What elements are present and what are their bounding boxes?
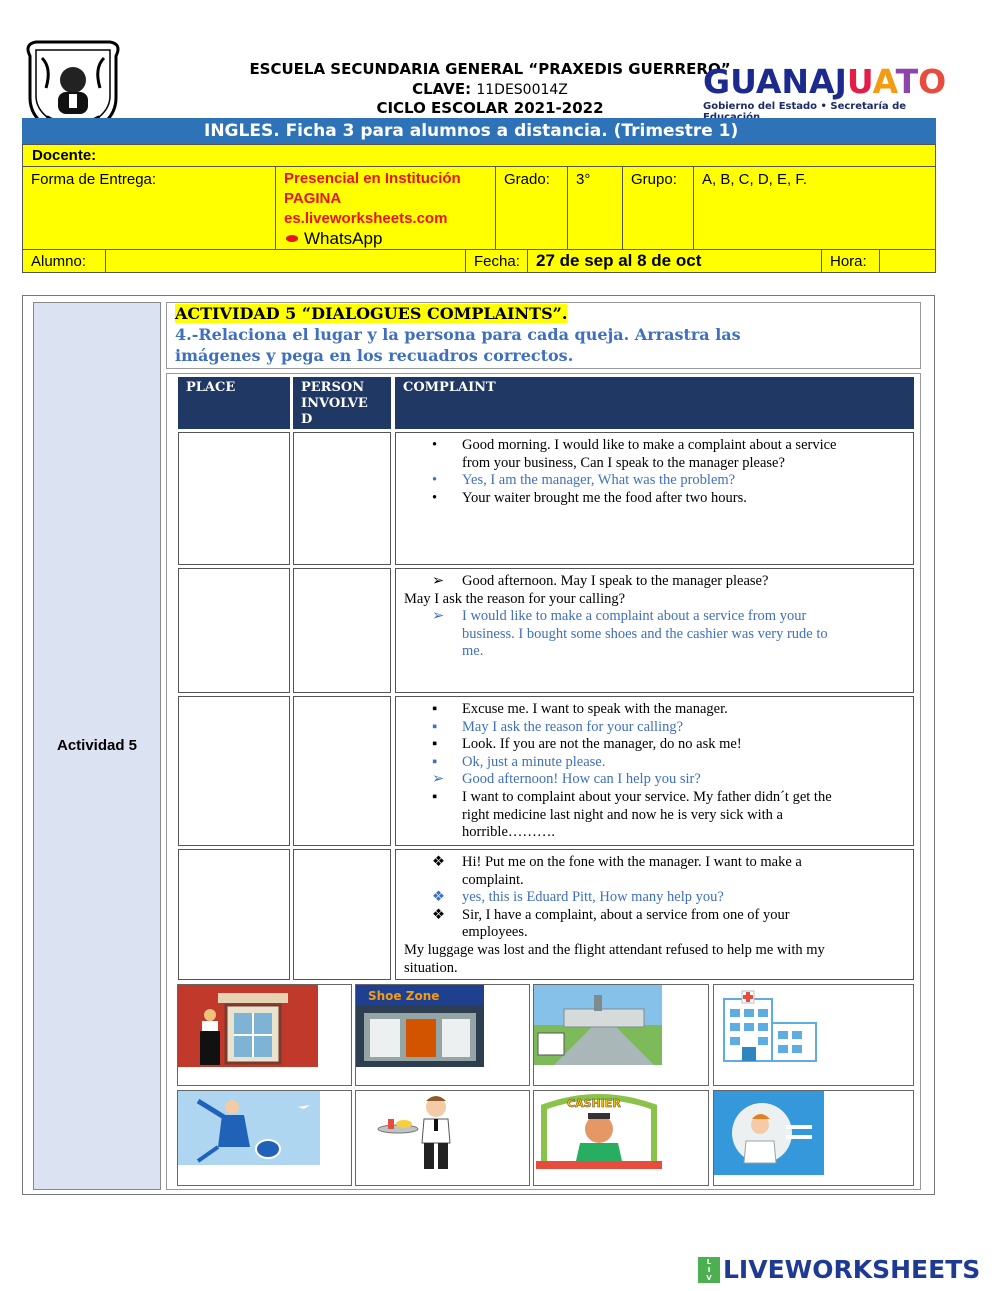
tile-flight-attendant[interactable] [177, 1090, 352, 1186]
header-complaint: COMPLAINT [395, 377, 914, 429]
shoe-store-sign: Shoe Zone [368, 989, 440, 1003]
guanajuato-wordmark: GUANAJUATO [703, 62, 947, 101]
header-person-involved: PERSON INVOLVE D [293, 377, 391, 429]
drop-person-3[interactable] [293, 696, 391, 846]
restaurant-image [178, 985, 318, 1067]
tile-restaurant[interactable] [177, 984, 352, 1086]
grupo-label: Grupo: [622, 167, 693, 249]
activity-title: ACTIVIDAD 5 “DIALOGUES COMPLAINTS”. [175, 304, 568, 323]
hora-label: Hora: [821, 250, 879, 272]
header-place: PLACE [178, 377, 290, 429]
drop-person-4[interactable] [293, 849, 391, 980]
alumno-row [22, 249, 936, 273]
grupo-value: A, B, C, D, E, F. [693, 167, 935, 249]
activity-side-label: Actividad 5 [56, 737, 138, 754]
activity-title-box [166, 302, 921, 369]
shoe-store-image [356, 985, 484, 1067]
hospital-image [714, 985, 824, 1063]
tile-hospital[interactable] [713, 984, 914, 1086]
docente-row [22, 144, 936, 167]
cashier-sign: CASHIER [567, 1097, 621, 1110]
alumno-label: Alumno: [31, 253, 87, 270]
docente-label: Docente: [32, 147, 97, 164]
airport-image [534, 985, 662, 1065]
guanajuato-subtitle: Gobierno del Estado • Secretaría de [703, 101, 907, 112]
tile-shoe-store[interactable] [355, 984, 530, 1086]
whatsapp-bullet-icon [286, 235, 298, 242]
drop-place-1[interactable] [178, 432, 290, 565]
fecha-label: Fecha: [465, 250, 527, 272]
liveworksheets-logo [698, 1255, 980, 1284]
complaint-1: • Good morning. I would like to make a complaint about a service from your business, Can I speak to the manager please? • Yes, I am the manager, What was the problem? • Your waiter brought me the food after two hours. [395, 432, 914, 565]
tile-pharmacist[interactable] [713, 1090, 914, 1186]
school-cycle: CICLO ESCOLAR 2021-2022 [376, 99, 604, 117]
entrega-label: Forma de Entrega: [31, 171, 157, 188]
entrega-row [22, 166, 936, 250]
complaint-4: ❖ Hi! Put me on the fone with the manager. I want to make a complaint. ❖ yes, this is Eduard Pitt, How many help you? ❖ Sir, I have a complaint, about a service from one of your employees. My luggage was lost and the flight attendant refused to help me with my situation. [395, 849, 914, 980]
tile-cashier[interactable] [533, 1090, 709, 1186]
tile-airport[interactable] [533, 984, 709, 1086]
drop-place-2[interactable] [178, 568, 290, 693]
flight-attendant-image [178, 1091, 320, 1165]
alumno-input[interactable] [105, 250, 465, 272]
drop-place-3[interactable] [178, 696, 290, 846]
activity-instruction-2: imágenes y pega en los recuadros correctos. [175, 346, 574, 365]
liveworksheets-wordmark: LIVEWORKSHEETS [723, 1255, 981, 1284]
entrega-methods: Presencial en Institución PAGINA es.liveworksheets.com WhatsApp [275, 167, 495, 249]
waiter-image [376, 1093, 486, 1171]
subject-banner: INGLES. Ficha 3 para alumnos a distancia. (Trimestre 1) [22, 118, 936, 144]
drop-place-4[interactable] [178, 849, 290, 980]
activity-instruction-1: 4.-Relaciona el lugar y la persona para cada queja. Arrastra las [175, 325, 741, 344]
live-badge-icon: L I V [698, 1257, 720, 1283]
activity-side-column [33, 302, 161, 1190]
grado-value: 3° [567, 167, 622, 249]
fecha-value: 27 de sep al 8 de oct [527, 250, 821, 272]
guanajuato-logo [703, 62, 947, 123]
tile-waiter[interactable] [355, 1090, 530, 1186]
cashier-image [534, 1091, 664, 1171]
complaint-3: ▪ Excuse me. I want to speak with the manager. ▪ May I ask the reason for your calling? ▪ Look. If you are not the manager, do no ask me! ▪ Ok, just a minute please. ➢ Good afternoon! How can I help you sir? ▪ I want to complaint about your service. My father didn´t get the right medicine last night and now he is very sick with a horrible………. [395, 696, 914, 846]
drop-person-1[interactable] [293, 432, 391, 565]
grado-label: Grado: [495, 167, 567, 249]
pharmacist-image [714, 1091, 824, 1175]
complaint-2: ➢ Good afternoon. May I speak to the manager please? May I ask the reason for your calling? ➢ I would like to make a complaint about a service from your business. I bought some shoes and the cashier was very rude to me. [395, 568, 914, 693]
school-clave: CLAVE: 11DES0014Z [412, 80, 568, 98]
drop-person-2[interactable] [293, 568, 391, 693]
school-name: ESCUELA SECUNDARIA GENERAL “PRAXEDIS GUERRERO” [249, 60, 731, 78]
hora-input[interactable] [879, 250, 935, 272]
